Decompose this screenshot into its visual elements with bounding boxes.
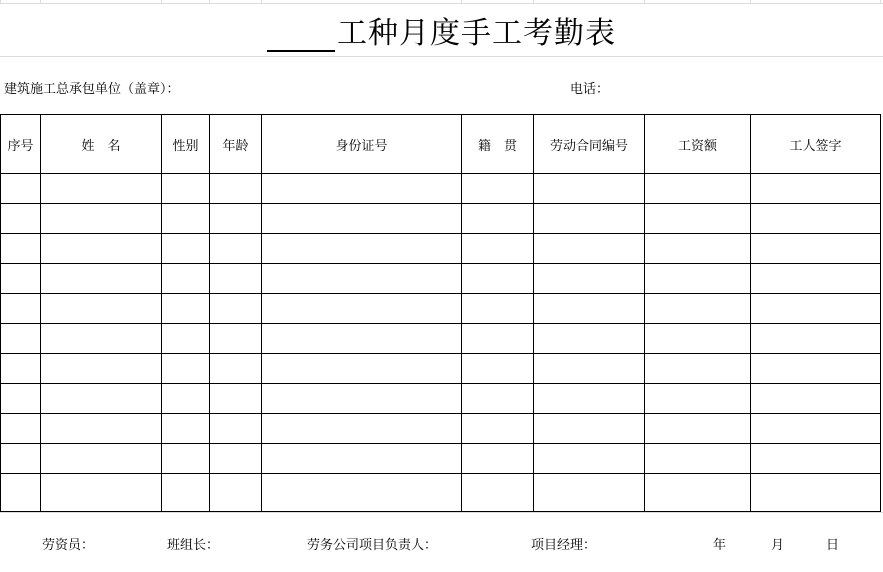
table-cell[interactable] — [262, 354, 462, 384]
title-row — [0, 4, 883, 56]
table-cell[interactable] — [41, 414, 162, 444]
attendance-table — [0, 114, 881, 512]
table-cell[interactable] — [751, 234, 881, 264]
table-cell[interactable] — [262, 324, 462, 354]
table-cell[interactable] — [210, 414, 262, 444]
header-native-place: 籍 贯 — [462, 115, 534, 174]
table-cell[interactable] — [534, 234, 645, 264]
header-gender: 性别 — [162, 115, 210, 174]
table-cell[interactable] — [162, 384, 210, 414]
table-cell[interactable] — [534, 354, 645, 384]
table-cell[interactable] — [262, 444, 462, 474]
table-cell[interactable] — [751, 384, 881, 414]
table-cell[interactable] — [462, 264, 534, 294]
contractor-label: 建筑施工总承包单位（盖章）： — [4, 82, 180, 97]
table-cell[interactable] — [1, 294, 41, 324]
table-cell[interactable] — [534, 324, 645, 354]
table-cell[interactable] — [462, 204, 534, 234]
year-label: 年 — [713, 538, 727, 553]
table-cell[interactable] — [751, 264, 881, 294]
table-cell[interactable] — [462, 414, 534, 444]
table-cell[interactable] — [210, 384, 262, 414]
sheet-title — [267, 8, 616, 52]
table-cell[interactable] — [162, 354, 210, 384]
table-cell[interactable] — [645, 444, 751, 474]
table-cell[interactable] — [645, 234, 751, 264]
company-manager-label: 劳务公司项目负责人： — [307, 538, 438, 553]
table-cell[interactable] — [162, 444, 210, 474]
phone-label: 电话： — [570, 82, 610, 97]
table-cell[interactable] — [41, 384, 162, 414]
table-cell[interactable] — [462, 234, 534, 264]
table-cell[interactable] — [462, 444, 534, 474]
table-cell[interactable] — [751, 324, 881, 354]
table-row — [1, 384, 881, 414]
table-cell[interactable] — [534, 174, 645, 204]
header-contract-number: 劳动合同编号 — [534, 115, 645, 174]
project-manager-label: 项目经理： — [531, 538, 597, 553]
table-cell[interactable] — [262, 174, 462, 204]
table-cell[interactable] — [41, 234, 162, 264]
table-cell[interactable] — [534, 444, 645, 474]
table-cell[interactable] — [645, 354, 751, 384]
table-cell[interactable] — [462, 354, 534, 384]
table-row — [1, 204, 881, 234]
table-cell[interactable] — [1, 384, 41, 414]
table-cell[interactable] — [41, 294, 162, 324]
table-cell[interactable] — [645, 474, 751, 512]
table-cell[interactable] — [262, 234, 462, 264]
day-label: 日 — [826, 538, 840, 553]
table-cell[interactable] — [210, 234, 262, 264]
header-wage: 工资额 — [645, 115, 751, 174]
table-cell[interactable] — [751, 354, 881, 384]
table-cell[interactable] — [41, 474, 162, 512]
table-cell[interactable] — [262, 264, 462, 294]
table-cell[interactable] — [751, 204, 881, 234]
header-name: 姓 名 — [41, 115, 162, 174]
table-cell[interactable] — [534, 384, 645, 414]
table-cell[interactable] — [162, 264, 210, 294]
table-cell[interactable] — [210, 474, 262, 512]
footer-row — [0, 513, 883, 572]
table-cell[interactable] — [1, 444, 41, 474]
table-cell[interactable] — [751, 474, 881, 512]
table-cell[interactable] — [462, 474, 534, 512]
table-cell[interactable] — [645, 204, 751, 234]
table-row — [1, 354, 881, 384]
table-cell[interactable] — [262, 474, 462, 512]
table-body — [1, 174, 881, 512]
table-cell[interactable] — [210, 174, 262, 204]
table-row — [1, 324, 881, 354]
table-row — [1, 264, 881, 294]
table-cell[interactable] — [162, 474, 210, 512]
table-cell[interactable] — [162, 414, 210, 444]
table-cell[interactable] — [41, 264, 162, 294]
table-cell[interactable] — [1, 324, 41, 354]
table-row — [1, 234, 881, 264]
table-cell[interactable] — [751, 414, 881, 444]
table-cell[interactable] — [645, 414, 751, 444]
table-cell[interactable] — [462, 324, 534, 354]
table-cell[interactable] — [534, 264, 645, 294]
table-cell[interactable] — [534, 474, 645, 512]
table-row — [1, 414, 881, 444]
table-cell[interactable] — [162, 324, 210, 354]
table-cell[interactable] — [751, 294, 881, 324]
table-cell[interactable] — [462, 294, 534, 324]
table-cell[interactable] — [462, 174, 534, 204]
table-cell[interactable] — [41, 324, 162, 354]
header-age: 年龄 — [210, 115, 262, 174]
info-row — [0, 57, 883, 114]
table-cell[interactable] — [534, 294, 645, 324]
title-text: 工种月度手工考勤表 — [337, 16, 616, 51]
table-cell[interactable] — [534, 204, 645, 234]
table-cell[interactable] — [262, 294, 462, 324]
table-cell[interactable] — [645, 264, 751, 294]
table-cell[interactable] — [262, 414, 462, 444]
table-cell[interactable] — [1, 354, 41, 384]
table-row — [1, 474, 881, 512]
table-cell[interactable] — [262, 204, 462, 234]
table-cell[interactable] — [1, 234, 41, 264]
month-label: 月 — [771, 538, 785, 553]
table-cell[interactable] — [1, 174, 41, 204]
table-cell[interactable] — [162, 204, 210, 234]
table-cell[interactable] — [210, 264, 262, 294]
table-cell[interactable] — [1, 264, 41, 294]
table-cell[interactable] — [41, 204, 162, 234]
header-signature: 工人签字 — [751, 115, 881, 174]
table-cell[interactable] — [645, 294, 751, 324]
table-cell[interactable] — [262, 384, 462, 414]
table-cell[interactable] — [162, 234, 210, 264]
table-header-row — [1, 115, 881, 174]
table-cell[interactable] — [645, 174, 751, 204]
table-cell[interactable] — [1, 414, 41, 444]
table-cell[interactable] — [210, 444, 262, 474]
table-cell[interactable] — [645, 384, 751, 414]
table-cell[interactable] — [162, 294, 210, 324]
title-blank-underline[interactable] — [267, 18, 335, 52]
table-row — [1, 174, 881, 204]
table-cell[interactable] — [210, 324, 262, 354]
header-serial: 序号 — [1, 115, 41, 174]
table-cell[interactable] — [1, 474, 41, 512]
header-id-number: 身份证号 — [262, 115, 462, 174]
table-row — [1, 444, 881, 474]
table-cell[interactable] — [210, 204, 262, 234]
team-leader-label: 班组长： — [167, 538, 220, 553]
table-cell[interactable] — [210, 294, 262, 324]
table-cell[interactable] — [751, 444, 881, 474]
table-cell[interactable] — [462, 384, 534, 414]
table-cell[interactable] — [1, 204, 41, 234]
table-cell[interactable] — [41, 354, 162, 384]
table-cell[interactable] — [645, 324, 751, 354]
table-cell[interactable] — [41, 174, 162, 204]
labor-officer-label: 劳资员： — [42, 538, 95, 553]
table-cell[interactable] — [41, 444, 162, 474]
table-cell[interactable] — [534, 414, 645, 444]
table-row — [1, 294, 881, 324]
table-cell[interactable] — [751, 174, 881, 204]
table-cell[interactable] — [162, 174, 210, 204]
table-cell[interactable] — [210, 354, 262, 384]
